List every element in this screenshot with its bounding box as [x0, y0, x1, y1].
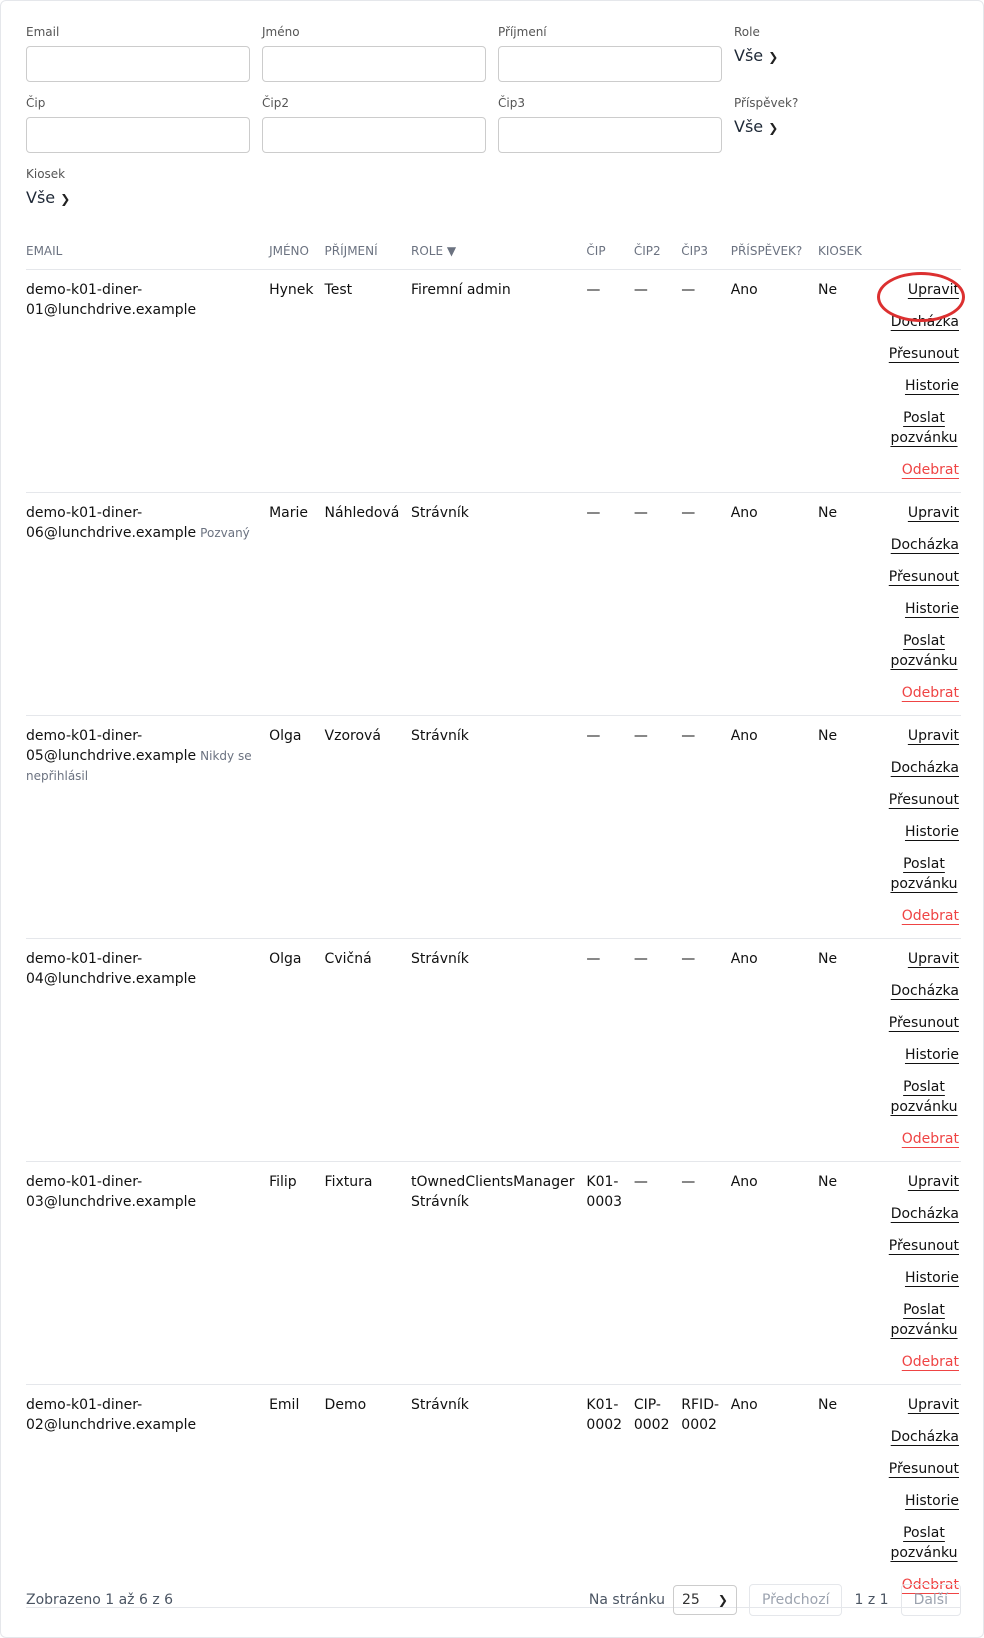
- cell-first-name-text: Emil: [269, 1396, 300, 1413]
- table-row: [26, 269, 961, 492]
- cell-last-name-text: Demo: [324, 1396, 367, 1413]
- cell-contribution: [731, 269, 818, 492]
- email-text-part2: 06@lunchdrive.example: [26, 524, 197, 541]
- cell-chip2-text: —: [633, 281, 648, 298]
- status-note: Pozvaný: [200, 525, 250, 540]
- cell-first-name: [269, 938, 324, 1161]
- role-filter-value: Vše: [734, 46, 764, 65]
- cell-actions: [889, 1161, 961, 1384]
- next-page-button[interactable]: Další: [901, 1584, 961, 1616]
- cell-chip-text: K01-0002: [586, 1396, 623, 1433]
- email-text-part2: 03@lunchdrive.example: [26, 1193, 197, 1210]
- per-page-label: Na stránku: [588, 1592, 665, 1608]
- chevron-down-icon: ❯: [768, 121, 779, 135]
- filter-role-label: Role: [734, 25, 760, 39]
- email-text-part1: demo-k01-diner-: [26, 504, 143, 521]
- remove-link[interactable]: Odebrat: [901, 684, 959, 701]
- cell-contribution-text: Ano: [730, 1396, 758, 1413]
- attendance-link[interactable]: Docházka: [890, 536, 959, 553]
- cell-kiosk: [818, 1384, 889, 1607]
- filter-chip2-label: Čip2: [262, 96, 289, 110]
- email-text-part1: demo-k01-diner-: [26, 1396, 143, 1413]
- cell-role: [411, 938, 586, 1161]
- send-invite-link[interactable]: Poslat pozvánku: [890, 1301, 958, 1338]
- remove-link[interactable]: Odebrat: [901, 461, 959, 478]
- move-link[interactable]: Přesunout: [888, 1237, 959, 1254]
- cell-chip2-text: —: [633, 504, 648, 521]
- cell-chip2: [634, 269, 681, 492]
- filter-role: [734, 25, 958, 82]
- cell-chip-text: —: [586, 504, 601, 521]
- cell-kiosk-text: Ne: [817, 1396, 838, 1413]
- role-filter-select[interactable]: [734, 46, 958, 65]
- filter-contribution: [734, 96, 958, 153]
- cell-chip3: [681, 715, 730, 938]
- cell-actions: [889, 492, 961, 715]
- cell-chip-text: —: [586, 281, 601, 298]
- history-link[interactable]: Historie: [904, 823, 959, 840]
- cell-chip3: [681, 269, 730, 492]
- cell-first-name-text: Filip: [269, 1173, 297, 1190]
- per-page-select[interactable]: [673, 1585, 737, 1615]
- cell-last-name-text: Test: [324, 281, 353, 298]
- cell-contribution: [731, 938, 818, 1161]
- cell-chip2: [634, 1161, 681, 1384]
- filter-email-label: Email: [26, 25, 60, 39]
- chip-filter-input[interactable]: [26, 117, 250, 153]
- cell-first-name-text: Olga: [269, 727, 302, 744]
- contribution-filter-value: Vše: [734, 117, 764, 136]
- cell-chip-text: —: [586, 950, 601, 967]
- filter-last-name-label: Příjmení: [498, 25, 547, 39]
- cell-actions: [889, 715, 961, 938]
- cell-actions: [889, 1384, 961, 1607]
- pagination-footer: [26, 1583, 961, 1617]
- cell-last-name: [325, 1161, 411, 1384]
- role-text: tOwnedClientsManager: [410, 1173, 575, 1190]
- chevron-down-icon: ❯: [60, 192, 71, 206]
- cell-chip3: [681, 938, 730, 1161]
- status-note: Nikdy se nepřihlásil: [26, 748, 252, 783]
- cell-role: [411, 269, 586, 492]
- table-row: [26, 1161, 961, 1384]
- cell-actions: [889, 269, 961, 492]
- filter-chip-label: Čip: [26, 96, 46, 110]
- attendance-link[interactable]: Docházka: [890, 1428, 959, 1445]
- move-link[interactable]: Přesunout: [888, 345, 959, 362]
- history-link[interactable]: Historie: [904, 600, 959, 617]
- cell-contribution-text: Ano: [730, 281, 758, 298]
- history-link[interactable]: Historie: [904, 1046, 959, 1063]
- page-indicator: 1 z 1: [854, 1592, 889, 1608]
- history-link[interactable]: Historie: [904, 1492, 959, 1509]
- cell-email: [26, 1161, 269, 1384]
- cell-role: [411, 1384, 586, 1607]
- role-text: Strávník: [410, 727, 469, 744]
- cell-kiosk: [818, 492, 889, 715]
- cell-role: [411, 492, 586, 715]
- remove-link[interactable]: Odebrat: [901, 1130, 959, 1147]
- edit-link[interactable]: Upravit: [907, 1396, 959, 1413]
- move-link[interactable]: Přesunout: [888, 568, 959, 585]
- cell-chip3-text: —: [681, 504, 696, 521]
- cell-email: [26, 269, 269, 492]
- kiosk-filter-value: Vše: [26, 188, 56, 207]
- cell-first-name-text: Hynek: [269, 281, 314, 298]
- cell-contribution-text: Ano: [730, 1173, 758, 1190]
- attendance-link[interactable]: Docházka: [890, 313, 959, 330]
- cell-last-name-text: Vzorová: [324, 727, 381, 744]
- cell-chip-text: K01-0003: [586, 1173, 623, 1210]
- cell-last-name-text: Cvičná: [324, 950, 372, 967]
- col-first-name[interactable]: JMÉNO: [269, 233, 324, 269]
- cell-chip2-text: —: [633, 950, 648, 967]
- cell-first-name: [269, 492, 324, 715]
- cell-kiosk: [818, 938, 889, 1161]
- cell-contribution-text: Ano: [730, 727, 758, 744]
- edit-link[interactable]: Upravit: [907, 504, 959, 521]
- cell-chip3: [681, 492, 730, 715]
- filter-kiosk: [26, 167, 250, 207]
- cell-chip: [586, 269, 633, 492]
- email-text-part1: demo-k01-diner-: [26, 727, 143, 744]
- users-table: [26, 233, 961, 1608]
- cell-chip2-text: —: [633, 1173, 648, 1190]
- email-text-part2: 02@lunchdrive.example: [26, 1416, 197, 1433]
- cell-chip2-text: CIP-0002: [633, 1396, 670, 1433]
- cell-chip3-text: RFID-0002: [681, 1396, 720, 1433]
- attendance-link[interactable]: Docházka: [890, 1205, 959, 1222]
- cell-kiosk-text: Ne: [817, 727, 838, 744]
- cell-email: [26, 938, 269, 1161]
- cell-actions: [889, 938, 961, 1161]
- previous-page-button[interactable]: Předchozí: [749, 1584, 843, 1616]
- filter-kiosk-label: Kiosek: [26, 167, 66, 181]
- table-row: [26, 715, 961, 938]
- cell-last-name: [325, 715, 411, 938]
- cell-last-name: [325, 492, 411, 715]
- cell-kiosk-text: Ne: [817, 1173, 838, 1190]
- col-last-name[interactable]: PŘÍJMENÍ: [325, 233, 411, 269]
- send-invite-link[interactable]: Poslat pozvánku: [890, 1078, 958, 1115]
- email-text-part2: 01@lunchdrive.example: [26, 301, 197, 318]
- send-invite-link[interactable]: Poslat pozvánku: [890, 409, 958, 446]
- results-count: Zobrazeno 1 až 6 z 6: [26, 1592, 174, 1608]
- cell-chip: [586, 1384, 633, 1607]
- table-row: [26, 938, 961, 1161]
- attendance-link[interactable]: Docházka: [890, 982, 959, 999]
- col-kiosk[interactable]: KIOSEK: [818, 233, 889, 269]
- cell-kiosk-text: Ne: [817, 504, 838, 521]
- first-name-filter-input[interactable]: [262, 46, 486, 82]
- cell-email: [26, 1384, 269, 1607]
- cell-chip2: [634, 492, 681, 715]
- table-row: [26, 1384, 961, 1607]
- col-email[interactable]: EMAIL: [26, 233, 269, 269]
- cell-kiosk-text: Ne: [817, 281, 838, 298]
- cell-chip2-text: —: [633, 727, 648, 744]
- contribution-filter-select[interactable]: [734, 117, 958, 136]
- cell-contribution: [731, 1384, 818, 1607]
- col-chip[interactable]: ČIP: [586, 233, 633, 269]
- email-text-part2: 04@lunchdrive.example: [26, 970, 197, 987]
- remove-link[interactable]: Odebrat: [901, 1576, 959, 1593]
- remove-link[interactable]: Odebrat: [901, 907, 959, 924]
- email-text-part1: demo-k01-diner-: [26, 950, 143, 967]
- chevron-down-icon: ❯: [717, 1593, 728, 1607]
- cell-chip: [586, 938, 633, 1161]
- move-link[interactable]: Přesunout: [888, 1014, 959, 1031]
- history-link[interactable]: Historie: [904, 1269, 959, 1286]
- cell-first-name: [269, 269, 324, 492]
- cell-contribution-text: Ano: [730, 504, 758, 521]
- cell-last-name: [325, 938, 411, 1161]
- cell-first-name: [269, 1384, 324, 1607]
- col-chip2[interactable]: ČIP2: [634, 233, 681, 269]
- cell-first-name-text: Marie: [269, 504, 308, 521]
- role-secondary-text: Strávník: [410, 1193, 469, 1210]
- cell-last-name: [325, 269, 411, 492]
- send-invite-link[interactable]: Poslat pozvánku: [890, 632, 958, 669]
- cell-kiosk-text: Ne: [817, 950, 838, 967]
- filter-chip3: [498, 96, 722, 153]
- remove-link[interactable]: Odebrat: [901, 1353, 959, 1370]
- move-link[interactable]: Přesunout: [888, 1460, 959, 1477]
- send-invite-link[interactable]: Poslat pozvánku: [890, 1524, 958, 1561]
- cell-first-name: [269, 715, 324, 938]
- filter-chip: [26, 96, 250, 153]
- cell-chip3-text: —: [681, 950, 696, 967]
- cell-chip2: [634, 1384, 681, 1607]
- cell-contribution: [731, 492, 818, 715]
- cell-chip3-text: —: [681, 281, 696, 298]
- edit-link[interactable]: Upravit: [907, 1173, 959, 1190]
- filter-chip2: [262, 96, 486, 153]
- cell-chip: [586, 715, 633, 938]
- table-header-row: [26, 233, 961, 269]
- cell-email: [26, 715, 269, 938]
- edit-link[interactable]: Upravit: [889, 280, 959, 300]
- col-chip3[interactable]: ČIP3: [681, 233, 730, 269]
- cell-chip2: [634, 938, 681, 1161]
- cell-chip-text: —: [586, 727, 601, 744]
- cell-chip: [586, 1161, 633, 1384]
- cell-kiosk: [818, 1161, 889, 1384]
- chip3-filter-input[interactable]: [498, 117, 722, 153]
- table-row: [26, 492, 961, 715]
- cell-contribution: [731, 1161, 818, 1384]
- history-link[interactable]: Historie: [904, 377, 959, 394]
- filter-first-name: [262, 25, 486, 82]
- send-invite-link[interactable]: Poslat pozvánku: [890, 855, 958, 892]
- filter-first-name-label: Jméno: [262, 25, 300, 39]
- filter-last-name: [498, 25, 722, 82]
- last-name-filter-input[interactable]: [498, 46, 722, 82]
- cell-chip3-text: —: [681, 1173, 696, 1190]
- filter-contribution-label: Příspěvek?: [734, 96, 799, 110]
- cell-role: [411, 1161, 586, 1384]
- role-text: Strávník: [410, 950, 469, 967]
- per-page-value: 25: [681, 1592, 700, 1608]
- edit-link[interactable]: Upravit: [907, 950, 959, 967]
- chevron-down-icon: ❯: [768, 50, 779, 64]
- move-link[interactable]: Přesunout: [888, 791, 959, 808]
- email-text-part1: demo-k01-diner-: [26, 1173, 143, 1190]
- filter-email: [26, 25, 250, 82]
- col-role[interactable]: ROLE ▼: [411, 233, 586, 269]
- email-text-part1: demo-k01-diner-: [26, 281, 143, 298]
- role-text: Strávník: [410, 504, 469, 521]
- kiosk-filter-select[interactable]: [26, 188, 250, 207]
- cell-chip3: [681, 1161, 730, 1384]
- cell-chip2: [634, 715, 681, 938]
- edit-link[interactable]: Upravit: [907, 727, 959, 744]
- cell-contribution-text: Ano: [730, 950, 758, 967]
- cell-chip3: [681, 1384, 730, 1607]
- cell-last-name-text: Fixtura: [324, 1173, 373, 1190]
- cell-first-name: [269, 1161, 324, 1384]
- col-actions: [889, 233, 961, 269]
- cell-role: [411, 715, 586, 938]
- cell-last-name-text: Náhledová: [324, 504, 400, 521]
- cell-first-name-text: Olga: [269, 950, 302, 967]
- email-filter-input[interactable]: [26, 46, 250, 82]
- cell-chip3-text: —: [681, 727, 696, 744]
- cell-last-name: [325, 1384, 411, 1607]
- filter-chip3-label: Čip3: [498, 96, 525, 110]
- cell-chip: [586, 492, 633, 715]
- col-contribution[interactable]: PŘÍSPĚVEK?: [731, 233, 818, 269]
- cell-email: [26, 492, 269, 715]
- cell-contribution: [731, 715, 818, 938]
- role-text: Firemní admin: [410, 281, 511, 298]
- email-text-part2: 05@lunchdrive.example: [26, 747, 197, 764]
- filter-form: [26, 25, 958, 207]
- role-text: Strávník: [410, 1396, 469, 1413]
- cell-kiosk: [818, 715, 889, 938]
- attendance-link[interactable]: Docházka: [890, 759, 959, 776]
- chip2-filter-input[interactable]: [262, 117, 486, 153]
